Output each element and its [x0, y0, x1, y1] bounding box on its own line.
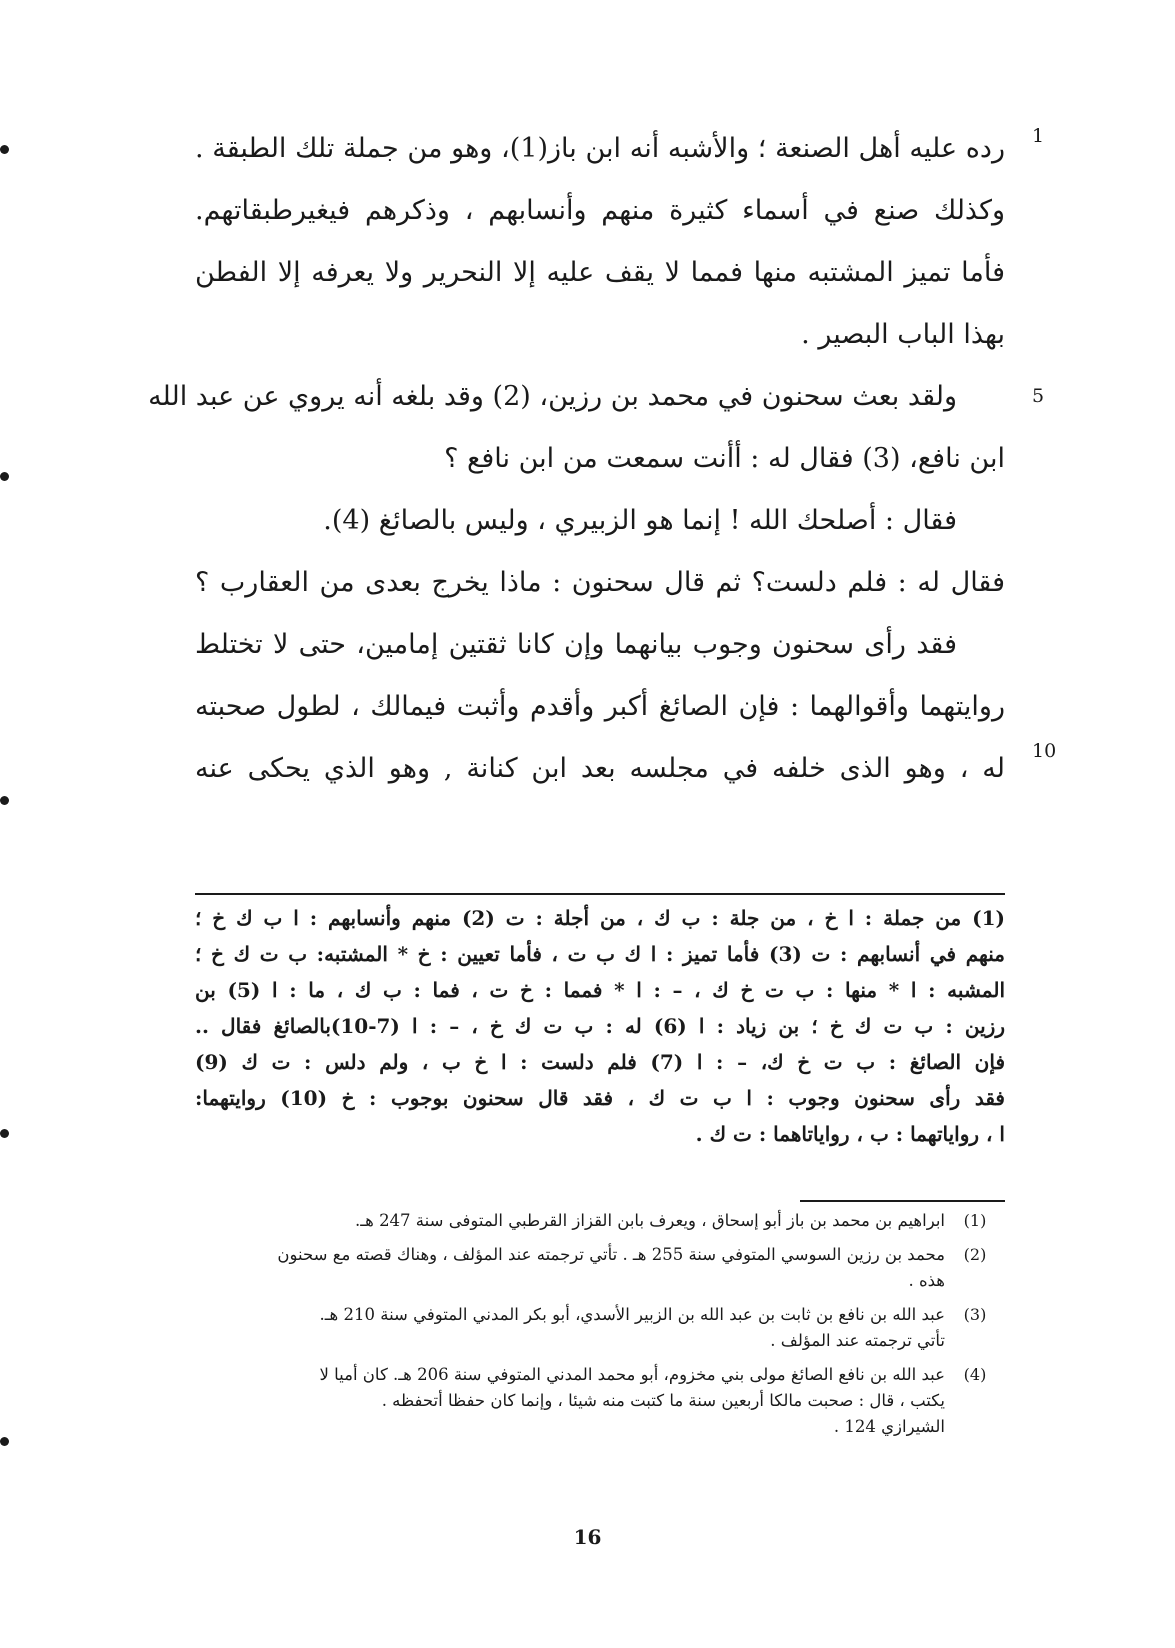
text-line: فقال : أصلحك الله ! إنما هو الزبيري ، وليس بالصائغ (4). — [323, 505, 957, 536]
variant-line: (1) من جملة : ا خ ، من جلة : ب ك ، من أجلة : ت (2) منهم وأنسابهم : ا ب ك خ ؛ — [195, 906, 1005, 930]
text-line: فقد رأى سحنون وجوب بيانهما وإن كانا ثقتين إمامين، حتى لا تختلط — [195, 629, 957, 660]
line-number: 5 — [1032, 385, 1045, 407]
text-line: ولقد بعث سحنون في محمد بن رزين، (2) وقد بلغه أنه يروي عن عبد الله — [148, 381, 957, 412]
footnote-line: عبد الله بن نافع بن ثابت بن عبد الله بن الزبير الأسدي، أبو بكر المدني المتوفي سنة 210 هـ. — [319, 1305, 945, 1324]
main-body-text — [148, 118, 1005, 800]
footnote — [195, 1208, 1005, 1234]
text-line: ابن نافع، (3) فقال له : أأنت سمعت من ابن نافع ؟ — [444, 443, 1005, 474]
footnote-number: (4) — [963, 1365, 987, 1384]
text-line: روايتهما وأقوالهما : فإن الصائغ أكبر وأقدم وأثبت فيمالك ، لطول صحبته — [195, 691, 1005, 722]
footnote — [195, 1362, 1005, 1440]
footnote-number: (2) — [963, 1245, 987, 1264]
text-line: فأما تميز المشتبه منها فمما لا يقف عليه إلا النحرير ولا يعرفه إلا الفطن — [195, 257, 1005, 288]
binding-mark — [0, 145, 9, 154]
binding-mark — [0, 1129, 9, 1138]
variant-line: ا ، رواياتهما : ب ، رواياتاهما : ت ك . — [695, 1122, 1005, 1146]
line-number: 10 — [1032, 740, 1057, 762]
footnote-line: الشيرازي 124 . — [833, 1417, 945, 1436]
variant-line: فإن الصائغ : ب ت خ ك، – : ا (7) فلم دلست : ا خ ب ، ولم دلس : ت ك (9) — [195, 1050, 1005, 1074]
text-line: فقال له : فلم دلست؟ ثم قال سحنون : ماذا يخرج بعدى من العقارب ؟ — [195, 567, 1005, 598]
variant-line: فقد رأى سحنون وجوب : ا ب ت ك ، فقد قال سحنون بوجوب : خ (10) روايتهما: — [195, 1086, 1005, 1110]
binding-mark — [0, 472, 9, 481]
footnote-line: تأتي ترجمته عند المؤلف . — [770, 1331, 945, 1350]
footnote — [195, 1242, 1005, 1294]
variant-line: منهم في أنسابهم : ت (3) فأما تميز : ا ك ب ت ، فأما تعيين : خ * المشتبه: ب ت ك خ ؛ — [195, 942, 1005, 966]
footnote-rule — [800, 1200, 1005, 1202]
footnote-line: محمد بن رزين السوسي المتوفي سنة 255 هـ . تأتي ترجمته عند المؤلف ، وهناك قصته مع سحنون — [277, 1245, 945, 1264]
footnote-number: (3) — [963, 1305, 987, 1324]
separator-rule — [195, 893, 1005, 895]
text-line: له ، وهو الذى خلفه في مجلسه بعد ابن كنانة , وهو الذي يحكى عنه — [195, 753, 1005, 784]
variant-line: رزين : ب ت ك خ ؛ بن زياد : ا (6) له : ب ت ك خ ، – : ا (7-10)بالصائغ فقال .. — [195, 1014, 1005, 1038]
line-number: 1 — [1032, 125, 1045, 147]
page-number: 16 — [573, 1525, 602, 1549]
variant-line: المشبه : ا * منها : ب ت خ ك ، – : ا * فمما : خ ت ، فما : ب ك ، ما : ا (5) بن — [195, 978, 1005, 1002]
binding-mark — [0, 796, 9, 805]
variant-readings — [195, 900, 1005, 1152]
text-line: رده عليه أهل الصنعة ؛ والأشبه أنه ابن باز(1)، وهو من جملة تلك الطبقة . — [195, 133, 1005, 164]
footnotes — [195, 1208, 1005, 1448]
text-line: وكذلك صنع في أسماء كثيرة منهم وأنسابهم ، وذكرهم فيغيرطبقاتهم. — [195, 195, 1005, 226]
binding-mark — [0, 1437, 9, 1446]
footnote-line: عبد الله بن نافع الصائغ مولى بني مخزوم، أبو محمد المدني المتوفي سنة 206 هـ. كان أميا لا — [319, 1365, 945, 1384]
footnote-number: (1) — [963, 1211, 987, 1230]
footnote-line: يكتب ، قال : صحبت مالكا أربعين سنة ما كتبت منه شيئا ، وإنما كان حفظا أتحفظه . — [381, 1391, 945, 1410]
footnote-line: هذه . — [908, 1271, 945, 1290]
footnote-line: ابراهيم بن محمد بن باز أبو إسحاق ، ويعرف بابن القزاز القرطبي المتوفى سنة 247 هـ. — [355, 1211, 945, 1230]
text-line: بهذا الباب البصير . — [801, 319, 1005, 350]
footnote — [195, 1302, 1005, 1354]
